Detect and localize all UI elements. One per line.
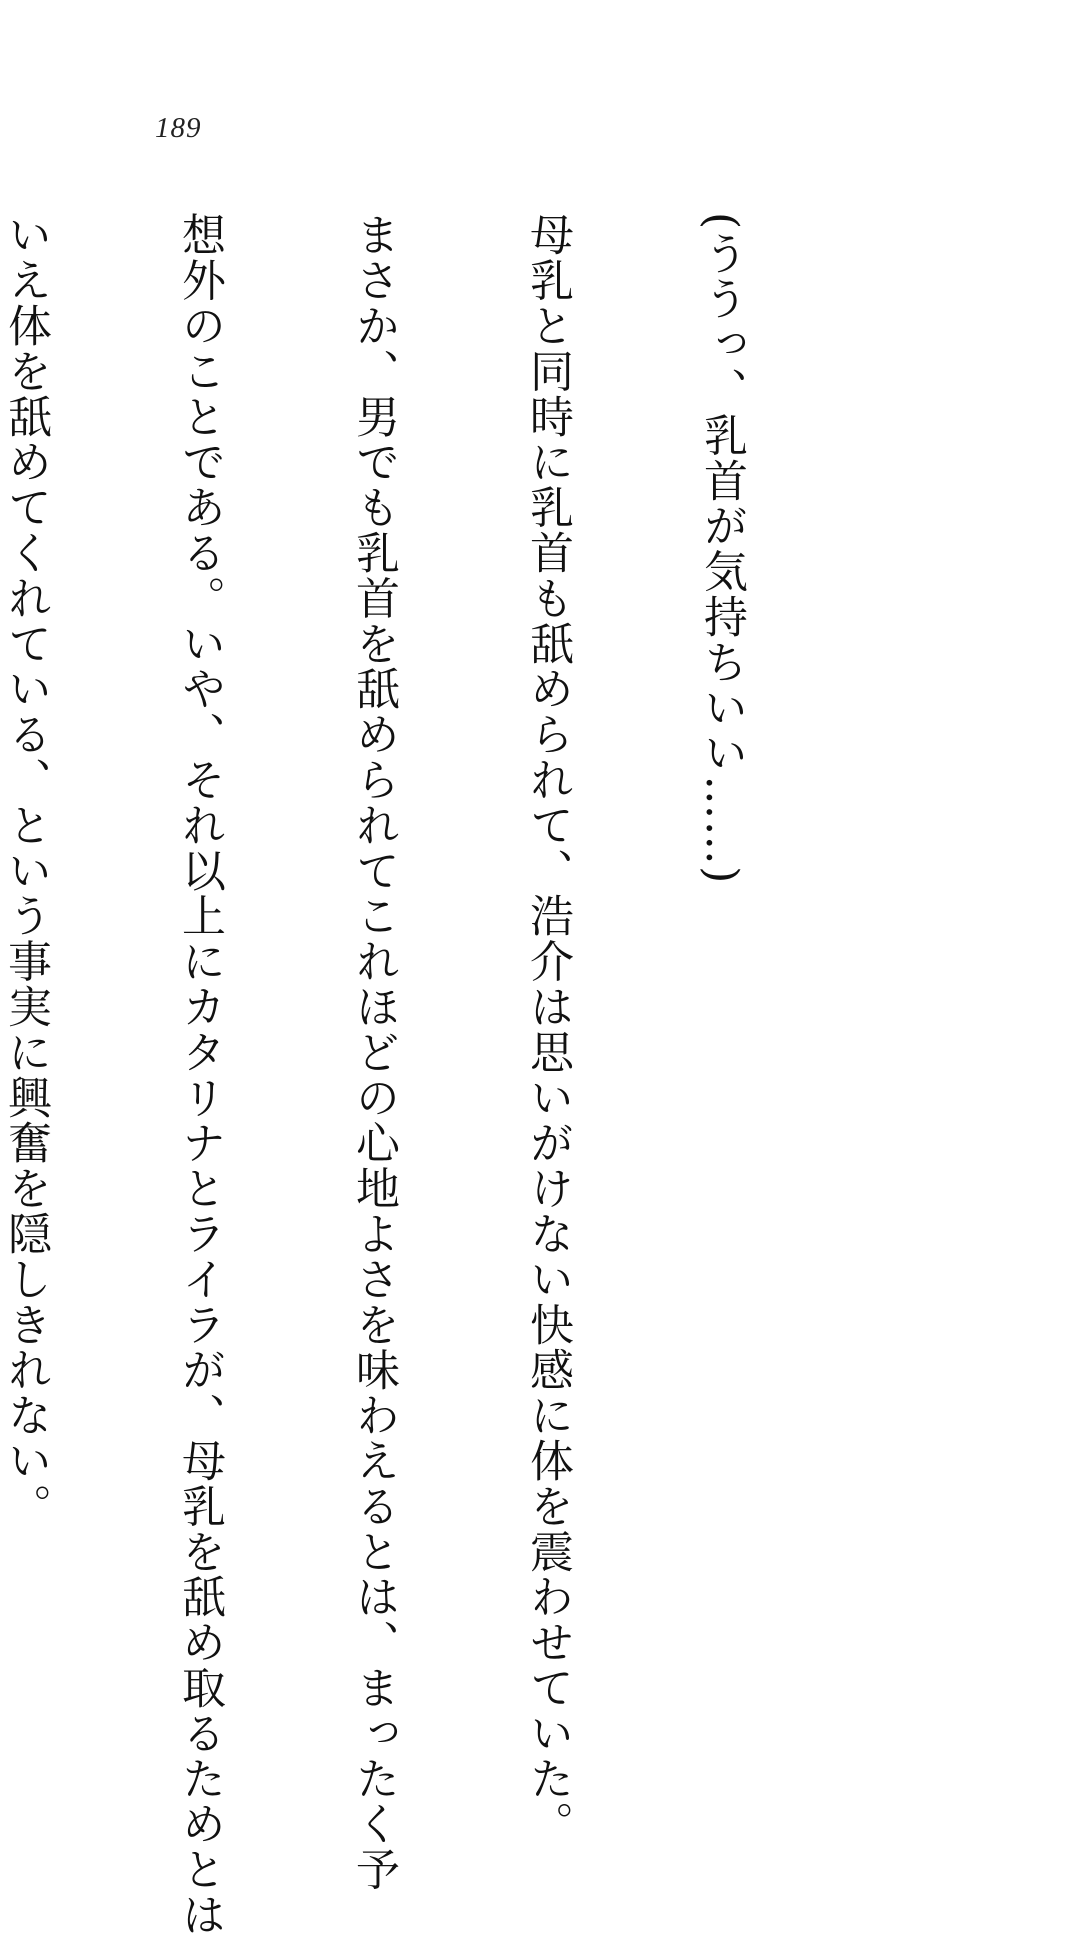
body-text — [0, 212, 866, 1938]
text-line: いえ体を舐めてくれている、という事実に興奮を隠しきれない。 — [0, 212, 51, 1529]
text-line: 想外のことである。いや、それ以上にカタリナとライラが、母乳を舐め取るためとは — [174, 212, 225, 1938]
text-line: まさか、男でも乳首を舐められてこれほどの心地よさを味わえるとは、まったく予 — [348, 212, 399, 1892]
page-number: 189 — [155, 112, 202, 144]
text-line: (ううっ、乳首が気持ちいい……) — [696, 212, 747, 885]
text-line: 母乳と同時に乳首も舐められて、浩介は思いがけない快感に体を震わせていた。 — [522, 212, 573, 1847]
